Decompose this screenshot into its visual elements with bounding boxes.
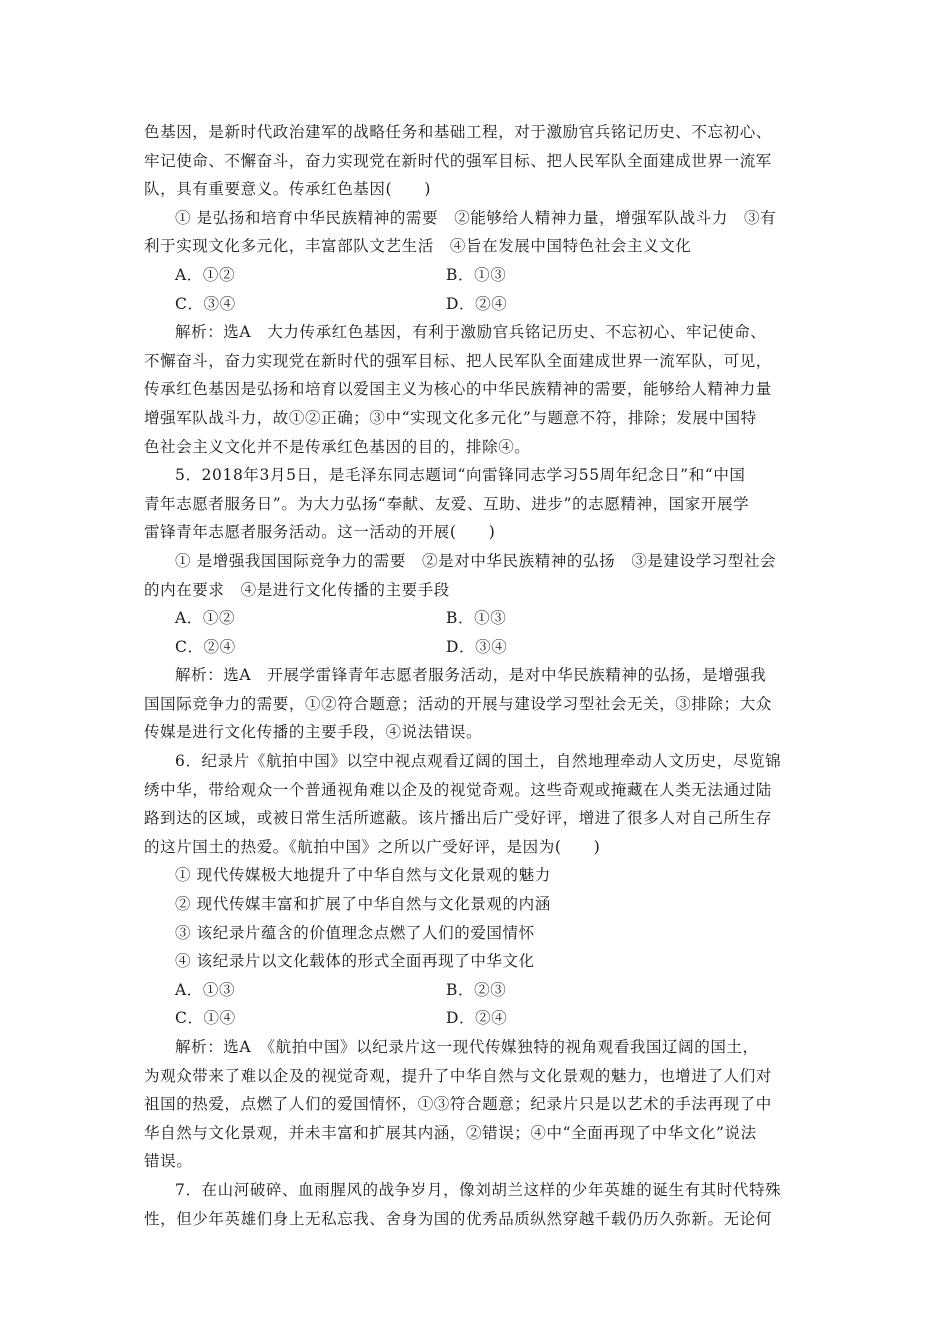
question-5-statements [144, 547, 810, 604]
statement-line: ① 是弘扬和培育中华民族精神的需要 ②能够给人精神力量，增强军队战斗力 ③有 [175, 208, 777, 227]
stem-line: 色基因，是新时代政治建军的战略任务和基础工程，对于激励官兵铭记历史、不忘初心、 [144, 123, 772, 141]
analysis-line: 为观众带来了难以企及的视觉奇观，提升了中华自然与文化景观的魅力，也增进了人们对 [144, 1066, 772, 1085]
stem-line: 绣中华，带给观众一个普通视角难以企及的视觉奇观。这些奇观或掩藏在人类无法通过陆 [144, 780, 772, 799]
question-5-analysis [144, 661, 810, 747]
question-4-analysis [144, 318, 810, 461]
option-c: C．②④ [175, 637, 236, 656]
statement-line: ③ 该纪录片蕴含的价值理念点燃了人们的爱国情怀 [175, 923, 535, 942]
analysis-line: 解析：选A 《航拍中国》以纪录片这一现代传媒独特的视角观看我国辽阔的国土， [175, 1038, 759, 1056]
stem-line: 雷锋青年志愿者服务活动。这一活动的开展( ) [144, 523, 496, 542]
stem-line: 的这片国土的热爱。《航拍中国》之所以广受好评，是因为( ) [144, 837, 601, 856]
option-b: B．①③ [446, 609, 507, 628]
analysis-line: 错误。 [144, 1152, 193, 1171]
option-b: B．①③ [446, 265, 507, 284]
statement-line: 的内在要求 ④是进行文化传播的主要手段 [144, 580, 450, 599]
question-4-stem [144, 118, 810, 204]
option-d: D．②④ [446, 294, 508, 313]
option-a: A．①② [175, 609, 236, 628]
analysis-line: 不懈奋斗，奋力实现党在新时代的强军目标、把人民军队全面建成世界一流军队，可见， [144, 351, 772, 370]
question-6-statements [144, 861, 810, 975]
option-a: A．①② [175, 265, 236, 284]
analysis-line: 解析：选A 大力传承红色基因，有利于激励官兵铭记历史、不忘初心、牢记使命、 [175, 323, 767, 342]
stem-line: 性，但少年英雄们身上无私忘我、舍身为国的优秀品质纵然穿越千载仍历久弥新。无论何 [144, 1209, 772, 1228]
statement-line: ① 是增强我国国际竞争力的需要 ②是对中华民族精神的弘扬 ③是建设学习型社会 [175, 551, 777, 570]
stem-line: 青年志愿者服务日”。为大力弘扬“奉献、友爱、互助、进步”的志愿精神，国家开展学 [144, 494, 750, 513]
question-7-stem [144, 1176, 810, 1233]
analysis-line: 传承红色基因是弘扬和培育以爱国主义为核心的中华民族精神的需要，能够给人精神力量 [144, 380, 772, 399]
question-5-stem [144, 461, 810, 547]
statement-line: ④ 该纪录片以文化载体的形式全面再现了中华文化 [175, 952, 535, 971]
option-d: D．②④ [446, 1009, 508, 1028]
option-c: C．①④ [175, 1009, 236, 1028]
question-5-options [144, 604, 810, 661]
option-a: A．①③ [175, 980, 236, 999]
stem-line: 7．在山河破碎、血雨腥风的战争岁月，像刘胡兰这样的少年英雄的诞生有其时代特殊 [175, 1180, 782, 1199]
question-6-analysis [144, 1033, 810, 1176]
analysis-line: 解析：选A 开展学雷锋青年志愿者服务活动，是对中华民族精神的弘扬，是增强我 [175, 666, 767, 685]
stem-line: 队，具有重要意义。传承红色基因( ) [144, 180, 431, 199]
analysis-line: 色社会主义文化并不是传承红色基因的目的，排除④。 [144, 437, 531, 456]
option-d: D．③④ [446, 637, 508, 656]
question-6-options [144, 976, 810, 1033]
analysis-line: 增强军队战斗力，故①②正确；③中“实现文化多元化”与题意不符，排除；发展中国特 [144, 408, 757, 427]
option-b: B．②③ [446, 980, 507, 999]
stem-line: 路到达的区域，或被日常生活所遮蔽。该片播出后广受好评，增进了很多人对自己所生存 [144, 809, 772, 828]
analysis-line: 国国际竞争力的需要，①②符合题意；活动的开展与建设学习型社会无关，③排除；大众 [144, 694, 772, 713]
question-4-options [144, 261, 810, 318]
statement-line: ② 现代传媒丰富和扩展了中华自然与文化景观的内涵 [175, 895, 551, 914]
statement-line: 利于实现文化多元化，丰富部队文艺生活 ④旨在发展中国特色社会主义文化 [144, 237, 692, 256]
analysis-line: 传媒是进行文化传播的主要手段，④说法错误。 [144, 723, 483, 742]
analysis-line: 祖国的热爱，点燃了人们的爱国情怀，①③符合题意；纪录片只是以艺术的手法再现了中 [144, 1095, 772, 1114]
stem-line: 牢记使命、不懈奋斗，奋力实现党在新时代的强军目标、把人民军队全面建成世界一流军 [144, 151, 772, 170]
option-c: C．③④ [175, 294, 236, 313]
analysis-line: 华自然与文化景观，并未丰富和扩展其内涵，②错误；④中“全面再现了中华文化”说法 [144, 1123, 757, 1142]
document-page [144, 118, 810, 1233]
stem-line: 5．2018年3月5日，是毛泽东同志题词“向雷锋同志学习55周年纪念日”和“中国 [175, 466, 746, 485]
statement-line: ① 现代传媒极大地提升了中华自然与文化景观的魅力 [175, 866, 551, 885]
question-6-stem [144, 747, 810, 861]
question-4-statements [144, 204, 810, 261]
stem-line: 6．纪录片《航拍中国》以空中视点观看辽阔的国土，自然地理牵动人文历史，尽览锦 [175, 752, 782, 771]
